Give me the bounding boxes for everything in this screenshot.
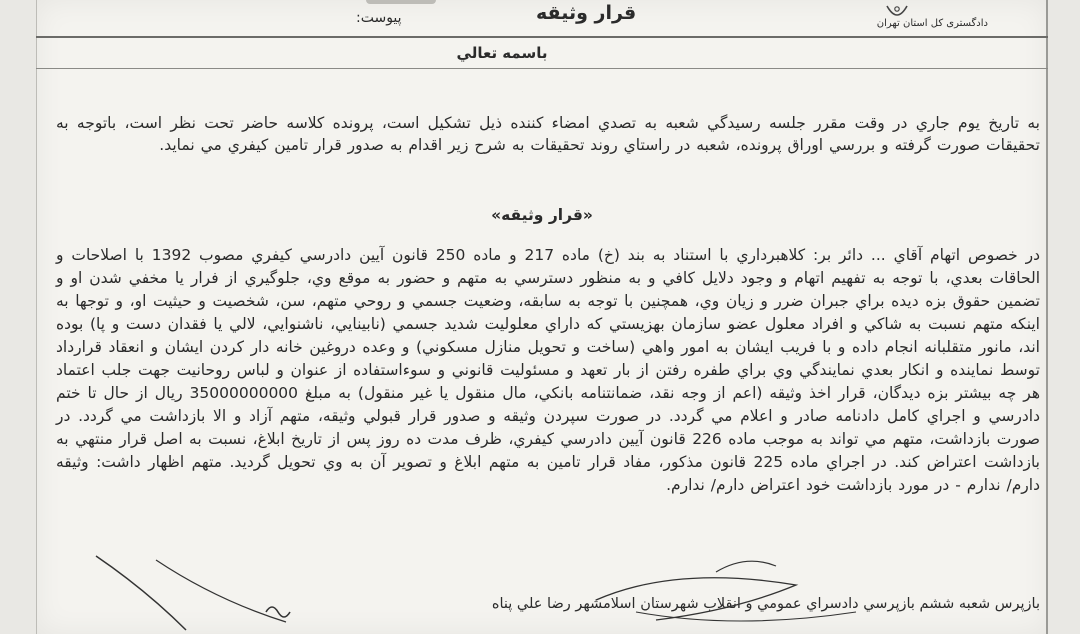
cropped-header-text <box>366 0 436 4</box>
organization-name: دادگستری کل استان تهران <box>876 18 988 29</box>
opening-invocation: باسمه تعالي <box>456 44 548 62</box>
document-header <box>36 0 1048 38</box>
attachment-label: پيوست: <box>356 10 402 26</box>
decision-heading: «قرار وثيقه» <box>491 206 593 224</box>
document-sheet <box>36 0 1048 634</box>
document-title: قرار وثيقه <box>536 2 637 24</box>
signature-line: بازپرس شعبه ششم بازپرسي دادسراي عمومي و انقلاب شهرستان اسلامشهر رضا علي پناه <box>491 596 1040 612</box>
divider <box>36 68 1048 69</box>
page-edge-left <box>36 0 37 634</box>
decision-text: در خصوص اتهام آقاي ... دائر بر: كلاهبرداري با استناد به بند (خ) ماده 217 و ماده 250 قانون آيين دادرسي كيفري مصوب 1392 با اصلاحات و الحاقات بعدي، با توجه به تفهيم اتهام و وجود دلايل كافي و به منظور دسترسي به متهم و حضور به موقع وي، جلوگيري از فرار يا مخفي شدن او و تضمين حقوق بزه ديده براي جبران ضرر و زيان وي، همچنين با توجه به سابقه، وضعيت جسمي و روحي متهم، سن، شخصيت و حيثيت او، و توجها به اينكه متهم نسبت به شاكي و افراد معلول عضو سازمان بهزيستي كه داراي معلوليت شديد جسمي (نابينايي، ناشنوايي، لالي يا فقدان دست و پا) بوده اند، مانور متقلبانه انجام داده و با فريب ايشان به امور واهي (ساخت و تحويل منازل مسكوني) و وعده دروغين خانه دار كردن ايشان و انعقاد قرارداد توسط نماينده و انكار بعدي نمايندگي وي براي طفره رفتن از بار تعهد و مسئوليت قانوني و سوءاستفاده از عنوان و لباس روحانيت جهت جلب اعتماد هر چه بيشتر بزه ديدگان، قرار اخذ وثيقه (اعم از وجه نقد، ضمانتنامه بانكي، مال منقول يا غير منقول) به مبلغ 35000000000 ريال از حال تا ختم دادرسي و اجراي كامل دادنامه صادر و اعلام مي گردد. در صورت سپردن وثيقه و صدور قرار قبولي وثيقه، متهم آزاد و الا بازداشت مي گردد. در صورت بازداشت، متهم مي تواند به موجب ماده 226 قانون آيين دادرسي كيفري، ظرف مدت ده روز پس از تاريخ ابلاغ، نسبت به اصل قرار منتهي به بازداشت اعتراض كند. در اجراي ماده 225 قانون مذكور، مفاد قرار تامين به متهم ابلاغ و تصوير آن به وي تحويل گرديد. متهم اظهار داشت: وثيقه دارم/ ندارم - در مورد بازداشت خود اعتراض دارم/ ندارم. <box>56 246 1041 494</box>
intro-paragraph: به تاريخ يوم جاري در وقت مقرر جلسه رسيدگي شعبه به تصدي امضاء كننده ذيل تشكيل است، پرونده كلاسه حاضر تحت نظر است، باتوجه به تحقيقات صورت گرفته و بررسي اوراق پرونده، شعبه در راستاي روند تحقيقات به شرح زير اقدام به صدور قرار تامين كيفري مي نمايد. <box>56 114 1040 154</box>
page-edge-right <box>1046 0 1048 634</box>
